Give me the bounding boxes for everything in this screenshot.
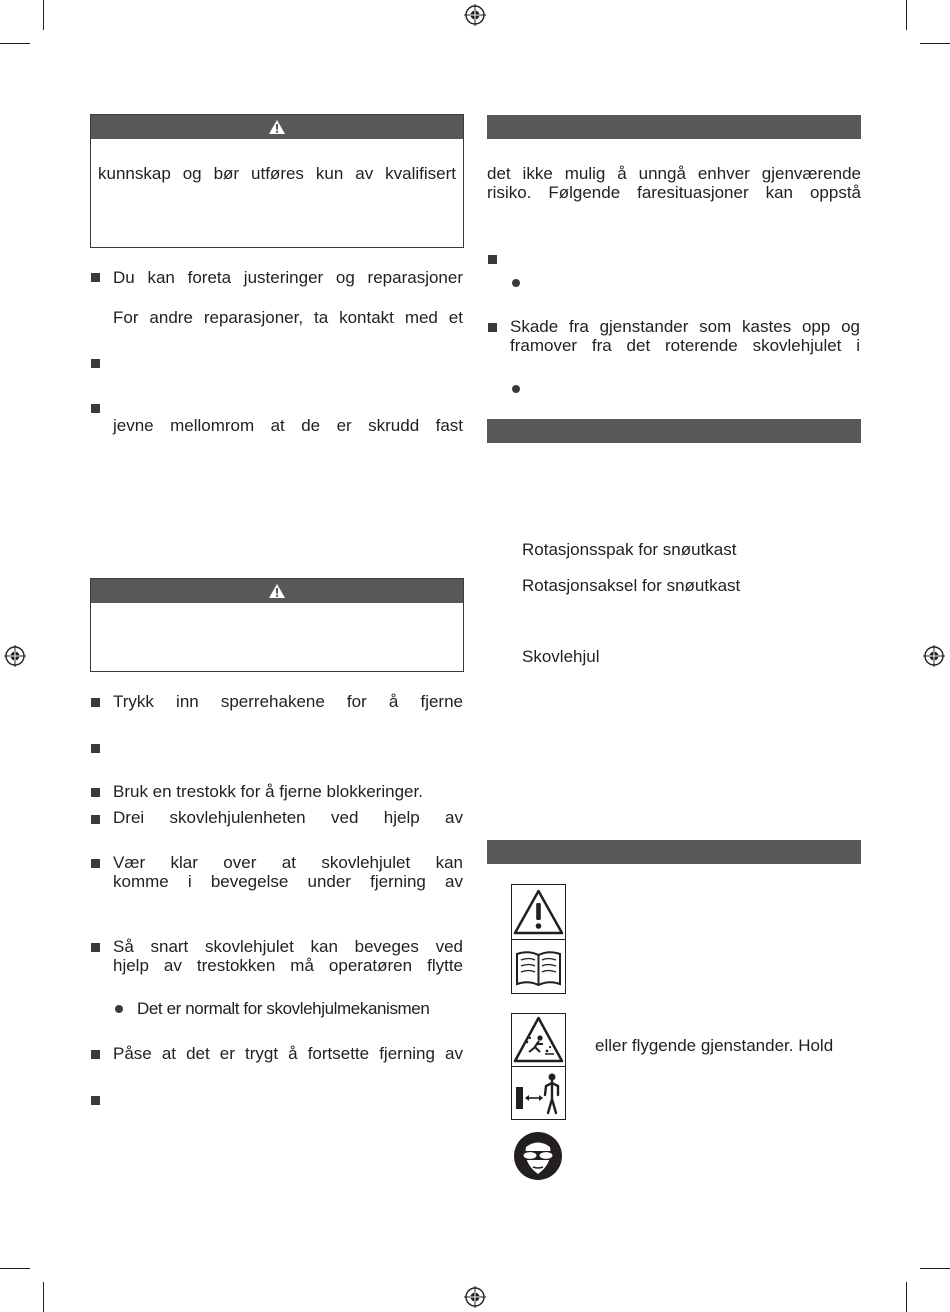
list-item: Bruk en trestokk for å fjerne blokkeringer. <box>113 782 423 801</box>
warning-box-text: kunnskap og bør utføres kun av kvalifisert <box>98 164 456 183</box>
bullet-square <box>91 744 100 753</box>
section-header-bar <box>487 419 861 443</box>
bullet-square <box>91 404 100 413</box>
list-item-continuation: hjelp av trestokken må operatøren flytte <box>113 956 463 975</box>
list-item-continuation: jevne mellomrom at de er skrudd fast <box>113 416 463 435</box>
crop-mark <box>43 1282 44 1312</box>
crop-mark <box>43 0 44 30</box>
bullet-square <box>488 323 497 332</box>
registration-mark-icon <box>923 645 945 667</box>
bullet-dot <box>115 1005 123 1013</box>
intro-text: det ikke mulig å unngå enhver gjenværende <box>487 164 861 183</box>
part-label: Rotasjonsaksel for snøutkast <box>522 576 741 595</box>
eye-protection-icon <box>513 1131 563 1181</box>
warning-triangle-icon <box>512 885 565 939</box>
bullet-square <box>91 273 100 282</box>
list-item: Så snart skovlehjulet kan beveges ved <box>113 937 463 956</box>
crop-mark <box>920 43 950 44</box>
list-item-continuation: komme i bevegelse under fjerning av <box>113 872 463 891</box>
warning-triangle-icon <box>268 583 286 599</box>
registration-mark-icon <box>464 4 486 26</box>
bullet-square <box>91 698 100 707</box>
bullet-square <box>91 943 100 952</box>
bullet-square <box>91 359 100 368</box>
list-item-continuation: For andre reparasjoner, ta kontakt med et <box>113 308 463 327</box>
sub-list-item: Det er normalt for skovlehjulmekanismen <box>137 999 430 1018</box>
crop-mark <box>920 1268 950 1269</box>
bullet-square <box>91 1096 100 1105</box>
keep-distance-icon <box>512 1067 565 1120</box>
crop-mark <box>906 1282 907 1312</box>
bullet-square <box>91 815 100 824</box>
part-label: Rotasjonsspak for snøutkast <box>522 540 737 559</box>
list-item: Vær klar over at skovlehjulet kan <box>113 853 463 872</box>
crop-mark <box>0 43 30 44</box>
hazard-item-continuation: framover fra det roterende skovlehjulet i <box>510 336 860 355</box>
registration-mark-icon <box>464 1286 486 1308</box>
crop-mark <box>906 0 907 30</box>
list-item: Påse at det er trygt å fortsette fjerning av <box>113 1044 463 1063</box>
crop-mark <box>0 1268 30 1269</box>
list-item: Trykk inn sperrehakene for å fjerne <box>113 692 463 711</box>
warning-box-2 <box>90 578 464 672</box>
warning-triangle-icon <box>268 119 286 135</box>
list-item: Du kan foreta justeringer og reparasjoner <box>113 268 463 287</box>
warning-box-header <box>91 115 463 139</box>
list-item: Drei skovlehjulenheten ved hjelp av <box>113 808 463 827</box>
bullet-square <box>91 1050 100 1059</box>
symbol-thrown-objects <box>511 1013 566 1120</box>
bullet-square <box>91 788 100 797</box>
symbol-warning-manual <box>511 884 566 994</box>
bullet-dot <box>512 385 520 393</box>
read-manual-icon <box>512 940 565 994</box>
hazard-item: Skade fra gjenstander som kastes opp og <box>510 317 860 336</box>
section-header-bar <box>487 840 861 864</box>
symbol-description: eller flygende gjenstander. Hold <box>595 1036 834 1055</box>
thrown-objects-icon <box>512 1014 565 1066</box>
section-header-bar <box>487 115 861 139</box>
bullet-square <box>91 859 100 868</box>
bullet-square <box>488 255 497 264</box>
warning-box-header <box>91 579 463 603</box>
part-label: Skovlehjul <box>522 647 600 666</box>
registration-mark-icon <box>4 645 26 667</box>
bullet-dot <box>512 279 520 287</box>
intro-text: risiko. Følgende faresituasjoner kan oppstå <box>487 183 861 202</box>
